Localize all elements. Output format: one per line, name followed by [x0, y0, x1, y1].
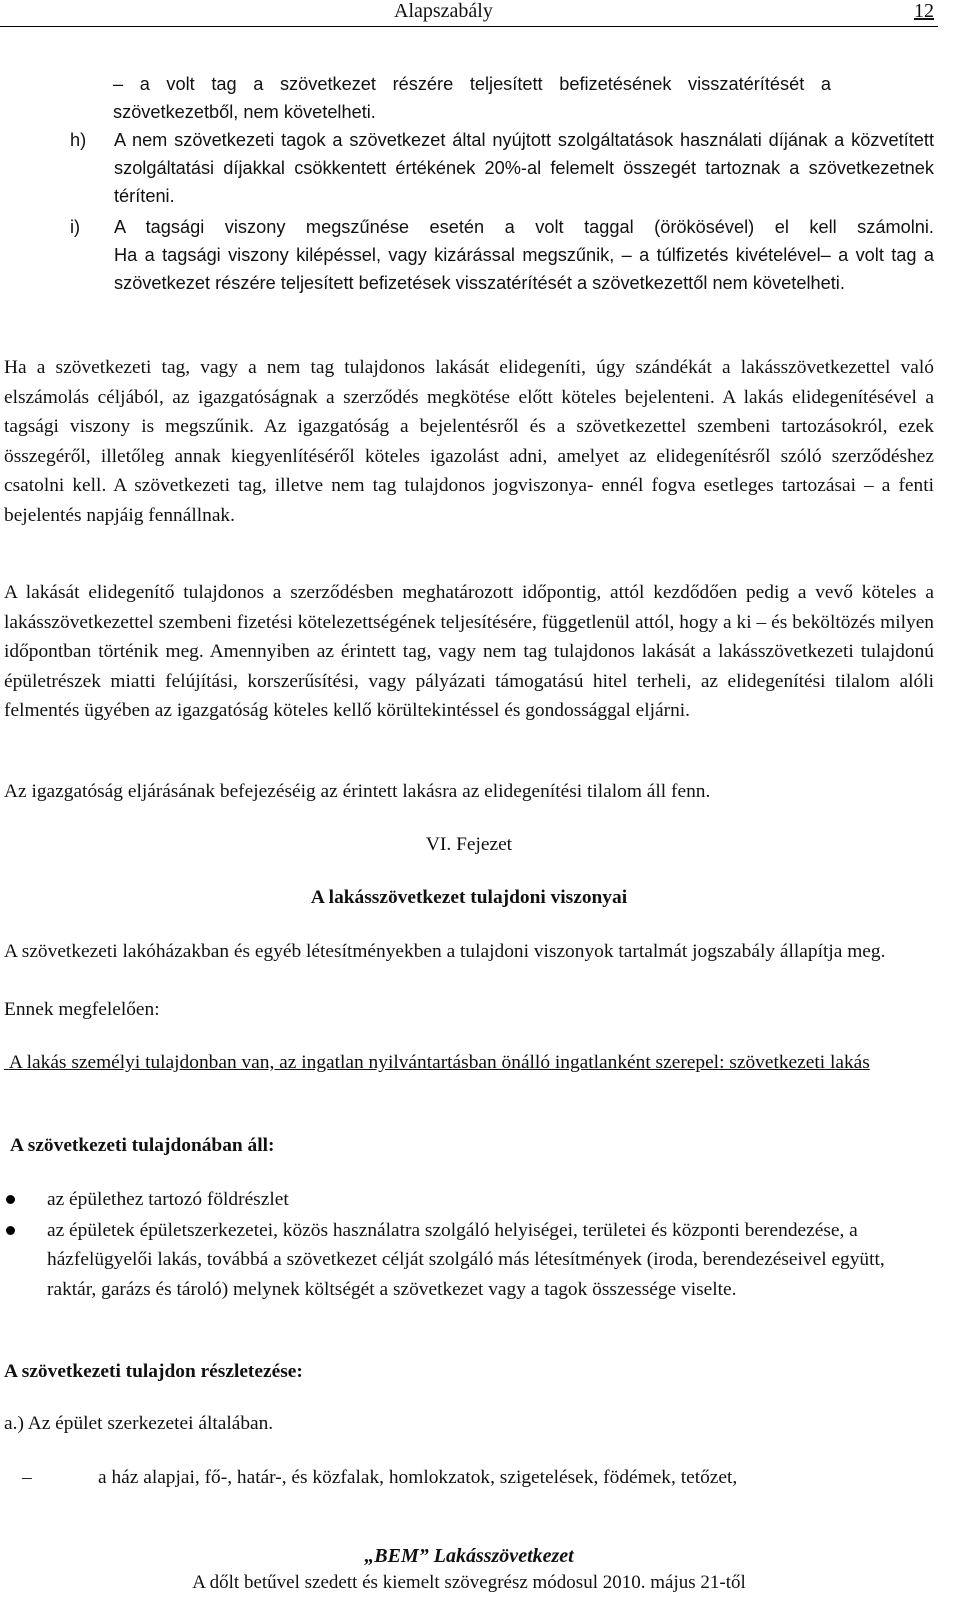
- dash-item-refund: [113, 70, 831, 126]
- dash-item-structure: [0, 1463, 934, 1493]
- paragraph-personal-property: A lakás személyi tulajdonban van, az ingatlan nyilvántartásban önálló ingatlanként szerepel: szövetkezeti lakás: [4, 1052, 870, 1073]
- paragraph-sale-notification: Ha a szövetkezeti tag, vagy a nem tag tulajdonos lakását elidegeníti, úgy szándékát a lakásszövetkezettel való elszámolás céljából, az igazgatóságnak a szerződés megkötése előtt köteles bejelenteni. A lakás elidegenítésével a tagsági viszony is megszűnik. Az igazgatóság a bejelentésről és a szövetkezettel szembeni tartozásokról, ezek összegéről, illetőleg annak kiegyenlítéséről köteles igazolást adni, amelyet az elidegenítésről szóló szerződéshez csatolni kell. A szövetkezeti tag, illetve nem tag tulajdonos jogviszonya- ennél fogva esetleges tartozásai – a fenti bejelentés napjáig fennállnak.: [4, 357, 934, 526]
- bullet-text: az épületek épületszerkezetei, közös használatra szolgáló helyiségei, területei és központi berendezése, a házfelügyelői lakás, továbbá a szövetkezet célját szolgáló más létesítmények (iroda, berendezéseivel együtt, raktár, garázs és tároló) melynek költségét a szövetkezet vagy a tagok összessége viselte.: [47, 1219, 885, 1300]
- paragraph-accordingly: Ennek megfelelően:: [4, 999, 160, 1020]
- footer-note: A dőlt betűvel szedett és kiemelt szövegrész módosul 2010. május 21-től: [192, 1572, 746, 1593]
- paragraph-ownership-rules: A szövetkezeti lakóházakban és egyéb létesítményekben a tulajdoni viszonyok tartalmát jogszabály állapítja meg.: [4, 941, 886, 962]
- list-item-h: [70, 126, 934, 210]
- bullet-icon: [6, 1195, 15, 1204]
- footer-organization: „BEM” Lakásszövetkezet: [364, 1545, 574, 1567]
- header-title: Alapszabály: [394, 0, 493, 22]
- chapter-number: VI. Fejezet: [425, 834, 513, 855]
- list-item-i-text: A tagsági viszony megszűnése esetén a volt taggal (örökösével) el kell számolni.: [114, 217, 934, 237]
- dash-marker: –: [22, 1467, 32, 1488]
- list-item-h-text: A nem szövetkezeti tagok a szövetkezet által nyújtott szolgáltatások használati díjának a közvetített szolgáltatási díjakkal csökkentett értékének 20%-al felemelt összegét tartoznak a szövetkezetnek téríteni.: [114, 130, 934, 206]
- heading-cooperative-property: A szövetkezeti tulajdonában áll:: [10, 1135, 275, 1156]
- bullet-text: az épülethez tartozó földrészlet: [47, 1189, 289, 1210]
- bullet-icon: [6, 1226, 15, 1235]
- dash-item-structure-text: a ház alapjai, fő-, határ-, és közfalak, homlokzatok, szigetelések, födémek, tetőzet,: [98, 1467, 738, 1488]
- paragraph-prohibition: Az igazgatóság eljárásának befejezéséig az érintett lakásra az elidegenítési tilalom áll fenn.: [4, 781, 711, 802]
- dash-item-text: – a volt tag a szövetkezet részére teljesített befizetésének visszatérítését a szövetkezetből, nem követelheti.: [113, 74, 831, 122]
- list-marker-i: i): [70, 217, 81, 237]
- list-marker-h: h): [70, 130, 87, 150]
- list-item-i: [70, 213, 934, 297]
- list-item-i-text-continued: Ha a tagsági viszony kilépéssel, vagy kizárással megszűnik, – a túlfizetés kivételével– a volt tag a szövetkezet részére teljesített befizetések visszatérítését a szövetkezettől nem követelheti.: [114, 245, 934, 293]
- chapter-title: A lakásszövetkezet tulajdoni viszonyai: [310, 887, 628, 908]
- bullet-list: [0, 1185, 934, 1304]
- heading-property-details: A szövetkezeti tulajdon részletezése:: [4, 1361, 303, 1382]
- paragraph-payment-obligation: A lakását elidegenítő tulajdonos a szerződésben meghatározott időpontig, attól kezdődően pedig a vevő köteles a lakásszövetkezettel szembeni fizetési kötelezettségének teljesítésére, függetlenül attól, hogy a ki – és beköltözés milyen időpontban történik meg. Amennyiben az érintett tag, vagy nem tag tulajdonos lakását a lakásszövetkezeti tulajdonú épületrészek miatti felújítási, korszerűsítési, vagy pályázati támogatású hitel terheli, az elidegenítési tilalom alóli felmentés ügyében az igazgatóság köteles kellő körültekintéssel és gondossággal eljárni.: [4, 582, 934, 722]
- page-header: [0, 0, 938, 27]
- list-item: [0, 1216, 934, 1305]
- list-item: [0, 1185, 934, 1215]
- subsection-a: a.) Az épület szerkezetei általában.: [4, 1413, 274, 1434]
- page-number: 12: [914, 0, 934, 22]
